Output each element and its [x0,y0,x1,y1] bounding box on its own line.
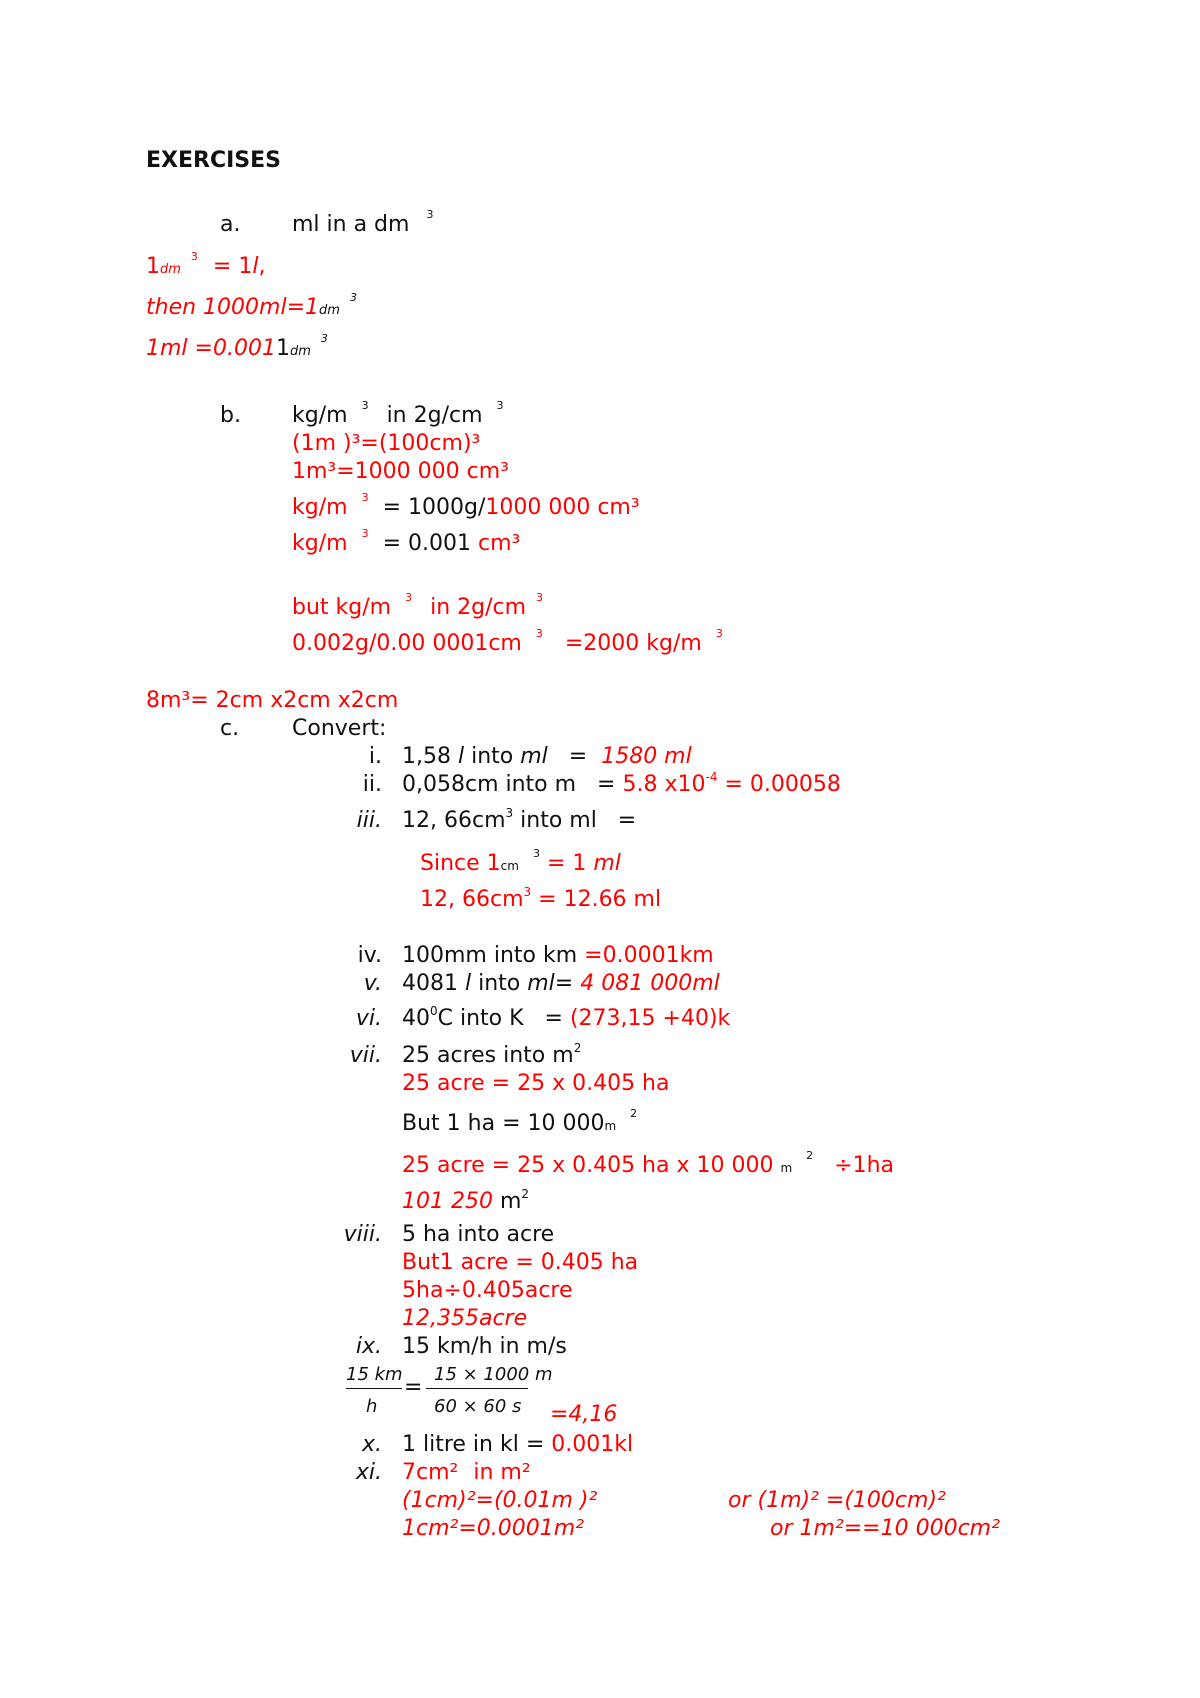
degree: 0 [430,1004,438,1018]
item-c-x [402,1434,633,1456]
item-c-v [402,973,720,995]
item-c-marker: c. [220,716,240,741]
answer-text: = 1 [539,851,594,876]
answer-text: kg/m [292,495,348,520]
unit-glyph: m [604,1119,617,1133]
answer-text: 1000 000 cm³ [485,495,640,520]
equals: = [547,744,602,769]
item-b-marker: b. [220,403,241,428]
roman-viii: viii. [343,1222,382,1247]
item-c-viii: 5 ha into acre [402,1222,555,1247]
unit-l: l [464,971,472,996]
question-text: 7cm² [402,1460,466,1485]
fraction-1-numerator: 15 km [346,1364,403,1385]
item-a-answer-2 [146,291,357,320]
roman-ii: ii. [362,772,382,797]
fraction-2-denominator: 60 × 60 s [434,1396,522,1417]
answer-text: 101 250 [402,1189,500,1214]
item-b-line-5 [292,591,544,620]
fraction-equals: = [404,1375,423,1400]
unit-l: l [252,254,259,279]
answer-text: ÷1ha [827,1153,895,1178]
item-c-vii [402,1041,582,1068]
roman-xi: xi. [355,1460,382,1485]
superscript: 2 [630,1107,638,1120]
answer-text: = 1000g/ [382,495,486,520]
answer-text: cm³ [477,531,521,556]
item-c-ix: 15 km/h in m/s [402,1334,567,1359]
superscript: 3 [361,527,369,540]
unit-ml: ml [520,744,548,769]
question-text: ml in a dm [292,212,410,237]
item-c-xi-line-1: (1cm)²=(0.01m )² [402,1488,598,1513]
superscript: 3 [361,491,369,504]
question-text: 12, 66cm [402,808,506,833]
item-c-vii-line-2 [402,1107,638,1136]
answer-text: Since 1 [420,851,501,876]
item-a-answer-1 [146,250,266,279]
question-text: in m² [473,1460,531,1485]
item-c-iii-line-2 [420,885,662,912]
unit-glyph: dm [160,262,181,277]
fraction-1-denominator: h [366,1396,378,1417]
answer-text: (273,15 +40)k [569,1006,731,1031]
answer-text: 1ml =0.001 [146,336,276,361]
superscript: 2 [573,1041,582,1055]
answer-text: =0.0001km [584,943,714,968]
item-b-line-4 [292,527,521,556]
answer-text: = 0.00058 [717,772,841,797]
item-c-iii-line-1 [420,847,621,876]
superscript: 3 [523,885,532,899]
question-text: 25 acres into m [402,1043,574,1068]
item-c-label: Convert: [292,716,387,741]
answer-text: 0.001kl [551,1432,634,1457]
superscript: 3 [361,399,369,412]
answer-text: kg/m [292,531,348,556]
question-text: kg/m [292,403,348,428]
item-b-line-3 [292,491,640,520]
answer-text: 5.8 x10 [622,772,706,797]
answer-text: 12, 66cm [420,887,524,912]
item-b-line-1: (1m )³=(100cm)³ [292,431,481,456]
item-c-xi-line-2b: or 1m²==10 000cm² [770,1516,1000,1541]
superscript: 3 [426,208,434,221]
item-c-vii-line-3 [402,1149,895,1178]
answer-text: 0.002g/0.00 0001cm [292,631,522,656]
fraction-2-bar [426,1388,528,1389]
question-text: 100mm into km [402,943,585,968]
roman-v: v. [363,971,382,996]
item-c-i [402,746,692,768]
unit-glyph: cm [500,859,519,873]
answer-text: 1 [275,336,290,361]
answer-text: 1 [146,254,160,279]
fraction-2-numerator: 15 × 1000 m [434,1364,553,1385]
item-b-line-6 [292,627,723,656]
equals: = [554,971,581,996]
roman-iv: iv. [357,943,382,968]
superscript: 3 [320,332,328,345]
superscript: 3 [496,399,504,412]
item-a-marker: a. [220,212,241,237]
question-text: 0,058cm into m = [402,772,623,797]
roman-x: x. [361,1432,382,1457]
question-text: in 2g/cm [386,403,483,428]
question-text: 40 [402,1006,430,1031]
superscript: 3 [405,591,413,604]
roman-ix: ix. [355,1334,382,1359]
unit-ml: ml [593,851,621,876]
superscript: 2 [806,1149,814,1162]
superscript: 3 [715,627,723,640]
question-text: C into K = [437,1006,570,1031]
fraction-1-bar [346,1388,402,1389]
item-c-viii-line-1: But1 acre = 0.405 ha [402,1250,639,1275]
item-a-question [292,208,434,237]
answer-text: in 2g/cm [430,595,527,620]
item-c-iii [402,806,637,833]
answer-text: But 1 ha = 10 000 [402,1111,605,1136]
unit-ml: ml [527,971,555,996]
unit-glyph: dm [289,344,311,359]
answer-text: 1580 ml [601,744,692,769]
answer-text: = 1 [205,254,253,279]
question-text: 1 litre in kl = [402,1432,552,1457]
item-b-line-2: 1m³=1000 000 cm³ [292,459,509,484]
unit-glyph: m [780,1161,793,1175]
superscript: 3 [536,591,544,604]
comma: , [258,254,266,279]
roman-vii: vii. [349,1043,382,1068]
item-c-vii-line-4 [402,1187,530,1214]
exponent: -4 [705,770,718,784]
roman-i: i. [368,744,382,769]
superscript: 3 [505,806,514,820]
question-text: into [464,744,521,769]
superscript: 2 [521,1187,530,1201]
question-text: into ml = [513,808,637,833]
answer-text: but kg/m [292,595,392,620]
item-c-xi-line-1b: or (1m)² =(100cm)² [728,1488,946,1513]
unit-m: m [499,1189,522,1214]
superscript: 3 [190,250,198,263]
roman-iii: iii. [356,808,382,833]
item-c-ii [402,770,841,797]
answer-text: 25 acre = 25 x 0.405 ha x 10 000 [402,1153,781,1178]
item-c-xi-line-2: 1cm²=0.0001m² [402,1516,585,1541]
superscript: 3 [349,291,357,304]
item-b-question [292,399,504,428]
unit-l: l [457,744,465,769]
standalone-answer: 8m³= 2cm x2cm x2cm [146,688,399,713]
answer-text: then 1000ml=1 [146,295,320,320]
item-a-answer-3 [146,332,328,361]
page-title: EXERCISES [146,148,282,173]
superscript: 3 [535,627,543,640]
item-c-ix-answer: =4,16 [550,1402,618,1427]
item-c-iv [402,945,714,967]
answer-text: = 0.001 [382,531,478,556]
item-c-viii-line-3: 12,355acre [402,1306,528,1331]
item-c-xi [402,1462,531,1484]
item-c-vii-line-1: 25 acre = 25 x 0.405 ha [402,1071,670,1096]
answer-text: = 12.66 ml [531,887,662,912]
item-c-vi [402,1004,731,1031]
question-text: 1,58 [402,744,458,769]
answer-text: =2000 kg/m [564,631,702,656]
unit-glyph: dm [319,303,340,318]
item-c-viii-line-2: 5ha÷0.405acre [402,1278,573,1303]
question-text: into [471,971,528,996]
superscript: 3 [532,847,540,860]
roman-vi: vi. [355,1006,382,1031]
answer-text: 4 081 000ml [580,971,720,996]
question-text: 4081 [402,971,465,996]
